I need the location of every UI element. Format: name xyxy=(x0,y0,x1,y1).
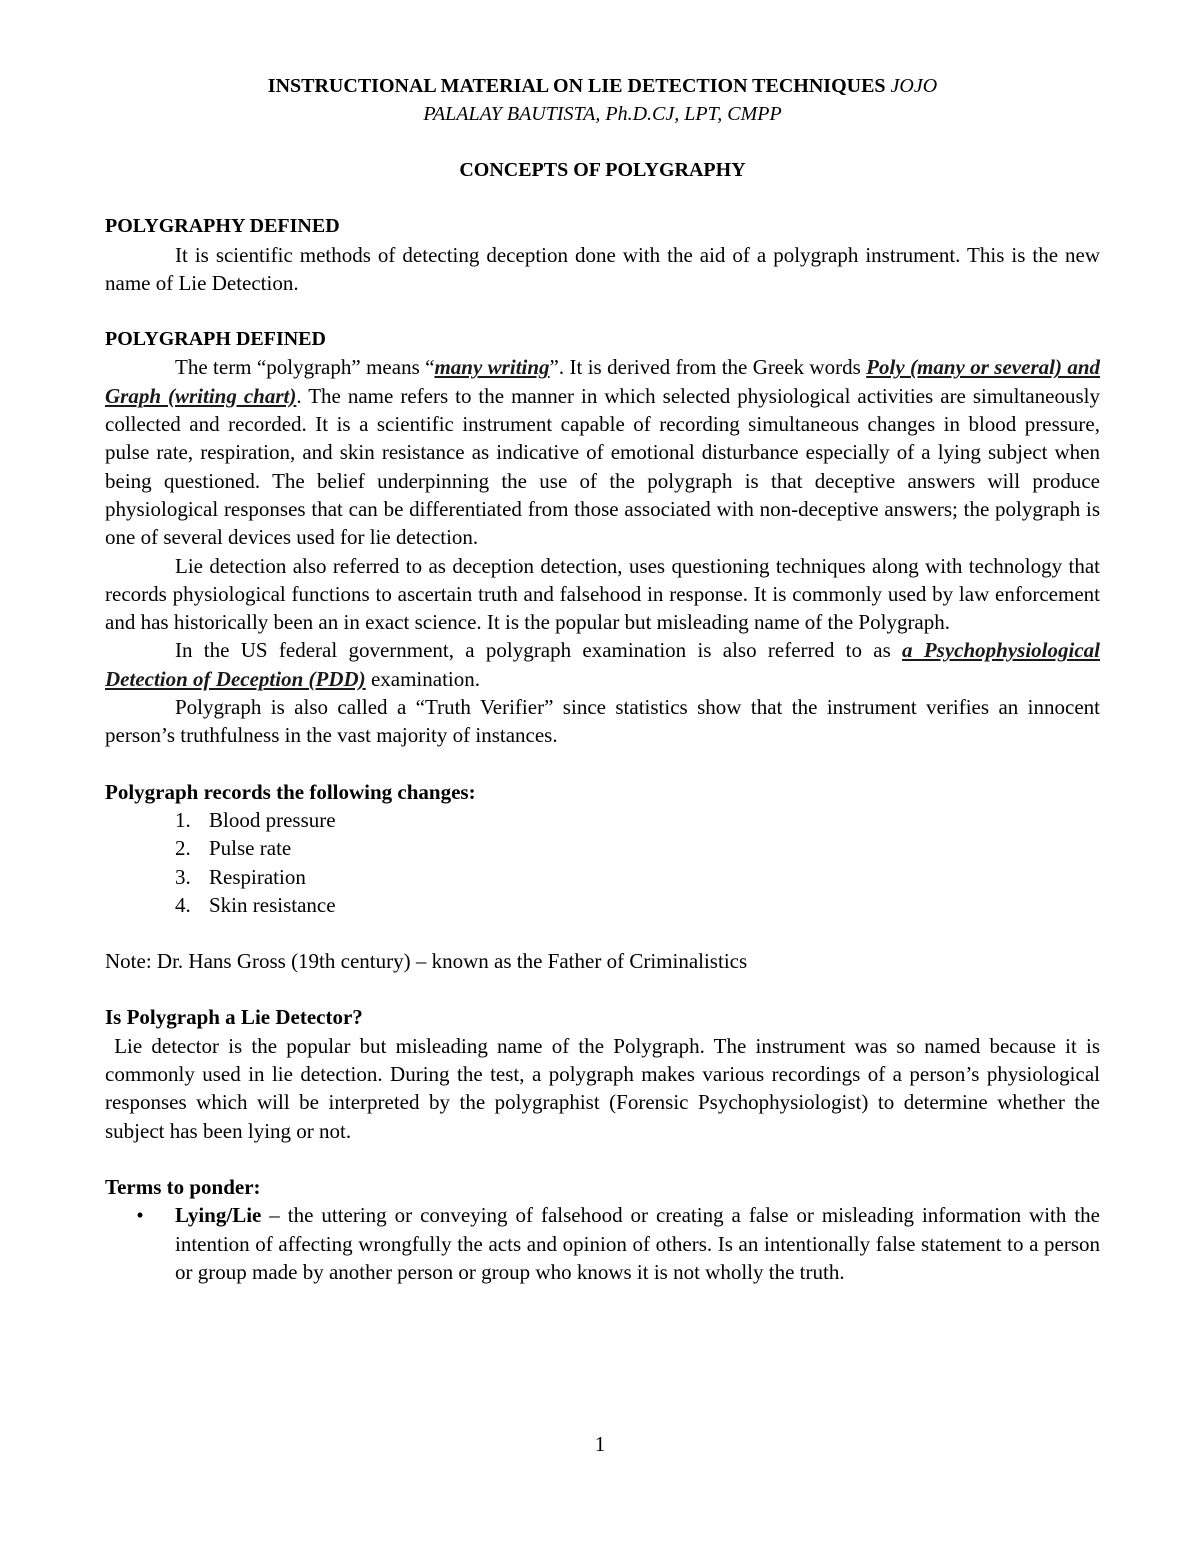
note-text: Note: Dr. Hans Gross (19th century) – known as the Father of Criminalistics xyxy=(105,949,748,974)
p3-text-b: examination. xyxy=(365,666,480,691)
lie-detector-heading: Is Polygraph a Lie Detector? xyxy=(105,1005,363,1030)
p3-text-a: In the US federal government, a polygraph examination is also referred to as xyxy=(175,638,903,663)
terms-list xyxy=(105,1201,1100,1286)
list-item xyxy=(175,863,1100,891)
lie-detector-text xyxy=(105,1032,1100,1145)
list-label: Skin resistance xyxy=(209,892,336,917)
list-label: Blood pressure xyxy=(209,807,336,832)
polygraphy-defined-heading: POLYGRAPHY DEFINED xyxy=(105,215,340,238)
p1-text-c: . The name refers to the manner in which selected physiological activities are simultaneously collected and recorded. It is a scientific instrument capable of recording simultaneous changes in blood pressure, pulse rate, respiration, and skin resistance as indicative of emotional disturbance especially of a lying subject when being questioned. The belief underpinning the use of the polygraph is that deceptive answers will produce physiological responses that can be differentiated from those associated with non-deceptive answers; the polygraph is one of several devices used for lie detection. xyxy=(105,383,1101,550)
polygraph-defined-heading: POLYGRAPH DEFINED xyxy=(105,328,326,351)
title-text: INSTRUCTIONAL MATERIAL ON LIE DETECTION TECHNIQUES xyxy=(267,75,886,97)
author-line: PALALAY BAUTISTA, Ph.D.CJ, LPT, CMPP xyxy=(423,103,782,125)
terms-heading: Terms to ponder: xyxy=(105,1174,261,1199)
term-label: Lying/Lie xyxy=(175,1203,262,1228)
records-heading: Polygraph records the following changes: xyxy=(105,779,476,804)
list-item xyxy=(175,806,1100,834)
polygraphy-defined-text: It is scientific methods of detecting deception done with the aid of a polygraph instrument. This is the new name of Lie Detection. xyxy=(105,242,1100,295)
list-label: Respiration xyxy=(209,864,306,889)
page-number: 1 xyxy=(594,1432,606,1456)
records-list xyxy=(105,806,1100,919)
polygraph-paragraph-1 xyxy=(105,353,1100,551)
document-page xyxy=(105,72,1100,1286)
list-label: Pulse rate xyxy=(209,836,292,861)
lie-detector-body: Lie detector is the popular but misleading name of the Polygraph. The instrument was so named because it is commonly used in lie detection. During the test, a polygraph makes various recordings of a person’s physiological responses which will be interpreted by the polygraphist (Forensic Psychophysiologist) to determine whether the subject has been lying or not. xyxy=(105,1033,1100,1143)
list-number: 3. xyxy=(175,864,191,889)
list-number: 2. xyxy=(175,836,191,861)
list-item xyxy=(105,1201,1100,1286)
polygraph-paragraph-2: Lie detection also referred to as deception detection, uses questioning techniques along with technology that records physiological functions to ascertain truth and falsehood in response. It is commonly used by law enforcement and has historically been an in exact science. It is the popular but misleading name of the Polygraph. xyxy=(105,553,1100,635)
polygraph-paragraph-4: Polygraph is also called a “Truth Verifier” since statistics show that the instrument verifies an innocent person’s truthfulness in the vast majority of instances. xyxy=(105,695,1100,748)
list-item xyxy=(175,891,1100,919)
document-title xyxy=(105,72,1100,100)
main-heading: CONCEPTS OF POLYGRAPHY xyxy=(459,159,746,181)
p1-text-b: ”. It is derived from the Greek words xyxy=(549,355,867,380)
list-item xyxy=(175,834,1100,862)
term-definition xyxy=(175,1201,1100,1286)
author-first-name: JOJO xyxy=(890,75,938,97)
many-writing-emphasis: many writing xyxy=(434,355,550,380)
bullet-icon: • xyxy=(136,1203,144,1228)
p1-text-a: The term “polygraph” means “ xyxy=(175,355,435,380)
polygraph-paragraph-3 xyxy=(105,636,1100,693)
term-text: – the uttering or conveying of falsehood or creating a false or misleading information with the intention of affecting wrongfully the acts and opinion of others. Is an intentionally false statement to a person or group made by another person or group who knows it is not wholly the truth. xyxy=(175,1203,1100,1284)
list-number: 4. xyxy=(175,892,191,917)
pdd-emphasis: a Psychophysiological Detection of Deception (PDD) xyxy=(105,638,1100,691)
poly-graph-emphasis: Poly (many or several) and Graph (writing chart) xyxy=(105,355,1101,408)
list-number: 1. xyxy=(175,807,191,832)
